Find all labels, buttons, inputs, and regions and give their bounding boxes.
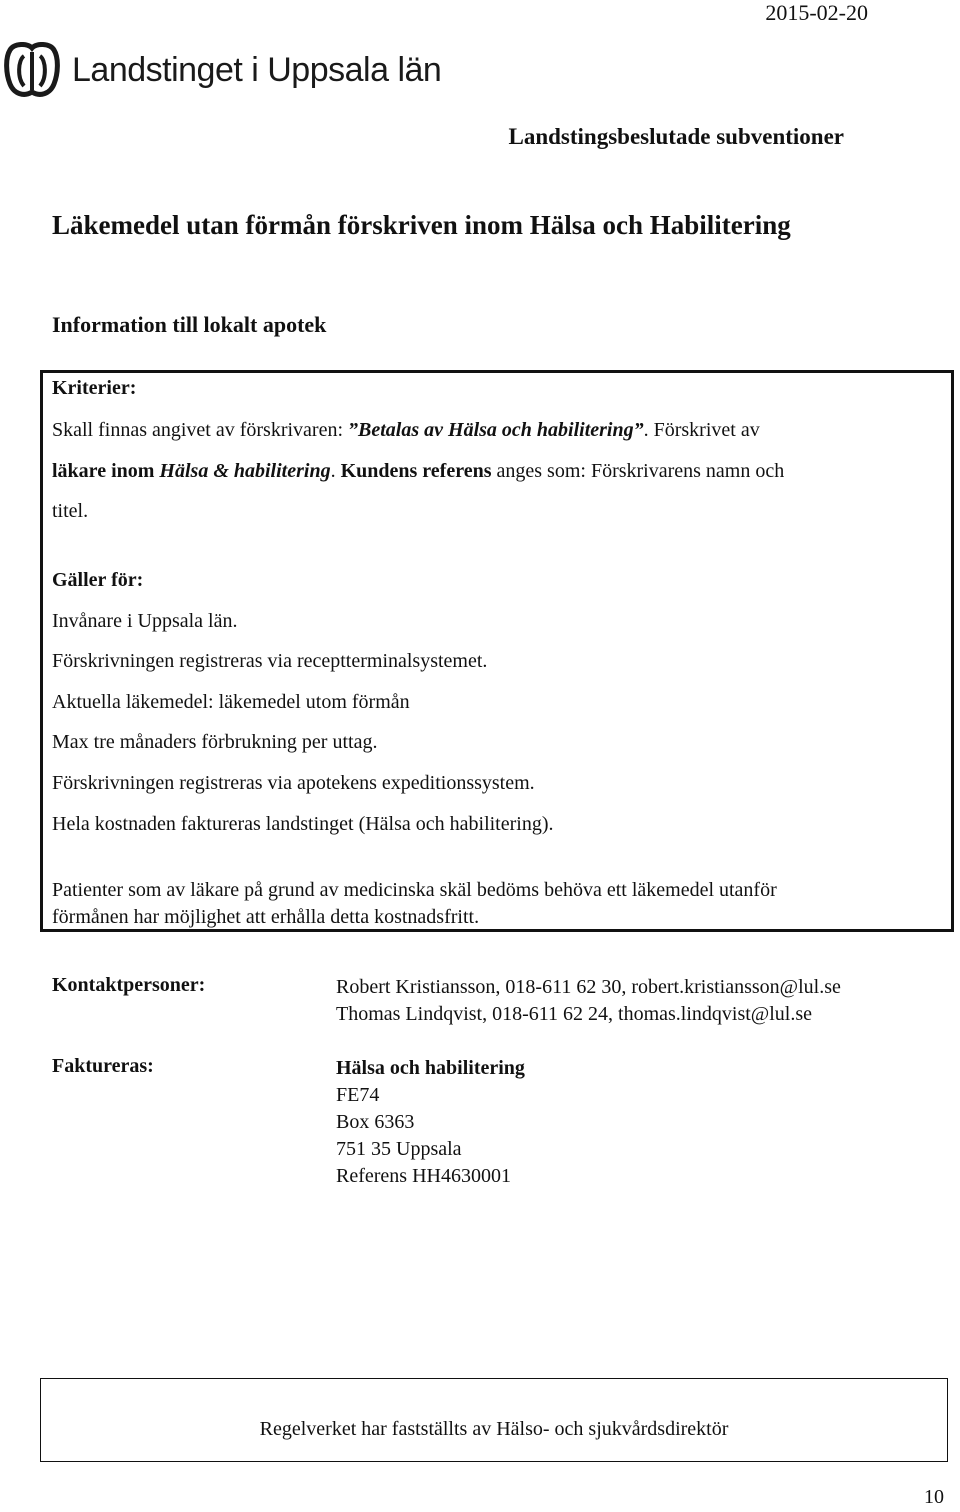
- page-number: 10: [924, 1486, 944, 1508]
- criteria-text: anges som: Förskrivarens namn och: [491, 460, 785, 482]
- invoice-reference: Referens HH4630001: [336, 1165, 511, 1187]
- criteria-text: . Förskrivet av: [643, 419, 760, 441]
- applies-label: Gäller för:: [52, 569, 144, 591]
- invoice-address-line: FE74: [336, 1084, 380, 1106]
- info-heading: Information till lokalt apotek: [52, 312, 327, 337]
- invoice-recipient: Hälsa och habilitering: [336, 1057, 525, 1079]
- criteria-text: .: [330, 460, 341, 482]
- criteria-text: Skall finnas angivet av förskrivaren:: [52, 419, 349, 441]
- patient-note-line: förmånen har möjlighet att erhålla detta kostnadsfritt.: [52, 906, 480, 928]
- applies-line: Max tre månaders förbrukning per uttag.: [52, 731, 378, 753]
- invoice-label: Faktureras:: [52, 1055, 154, 1077]
- invoice-address-line: Box 6363: [336, 1111, 415, 1133]
- criteria-line-2: [52, 459, 784, 483]
- organization-logo: [4, 40, 442, 100]
- applies-line: Hela kostnaden faktureras landstinget (Hälsa och habilitering).: [52, 813, 554, 835]
- patient-note-line: Patienter som av läkare på grund av medicinska skäl bedöms behöva ett läkemedel utanför: [52, 879, 777, 901]
- criteria-reference-phrase: Kundens referens: [340, 460, 492, 482]
- apple-logo-icon: [4, 42, 60, 98]
- applies-line: Förskrivningen registreras via receptterminalsystemet.: [52, 650, 488, 672]
- footer-box: [40, 1378, 948, 1462]
- invoice-address: [336, 1055, 525, 1190]
- document-subtitle: Landstingsbeslutade subventioner: [508, 124, 844, 149]
- applies-line: Aktuella läkemedel: läkemedel utom förmån: [52, 691, 410, 713]
- applies-line: Invånare i Uppsala län.: [52, 610, 238, 632]
- criteria-line-1: [52, 418, 760, 442]
- document-date: 2015-02-20: [765, 0, 868, 25]
- criteria-required-phrase: ”Betalas av Hälsa och habilitering”: [348, 419, 644, 441]
- criteria-unit-phrase: Hälsa & habilitering: [159, 460, 331, 482]
- contacts-label: Kontaktpersoner:: [52, 974, 206, 996]
- page-title: Läkemedel utan förmån förskriven inom Hälsa och Habilitering: [52, 210, 791, 240]
- criteria-text: läkare inom: [52, 460, 160, 482]
- contacts-list: [336, 974, 841, 1028]
- invoice-address-line: 751 35 Uppsala: [336, 1138, 462, 1160]
- applies-line: Förskrivningen registreras via apotekens expeditionssystem.: [52, 772, 535, 794]
- logo-text: Landstinget i Uppsala län: [72, 50, 442, 89]
- criteria-label: Kriterier:: [52, 377, 137, 399]
- contact-person: Robert Kristiansson, 018-611 62 30, robert.kristiansson@lul.se: [336, 976, 841, 998]
- contact-person: Thomas Lindqvist, 018-611 62 24, thomas.lindqvist@lul.se: [336, 1003, 812, 1025]
- criteria-line-3: titel.: [52, 500, 89, 522]
- footer-text: Regelverket har fastställts av Hälso- och sjukvårdsdirektör: [259, 1418, 729, 1440]
